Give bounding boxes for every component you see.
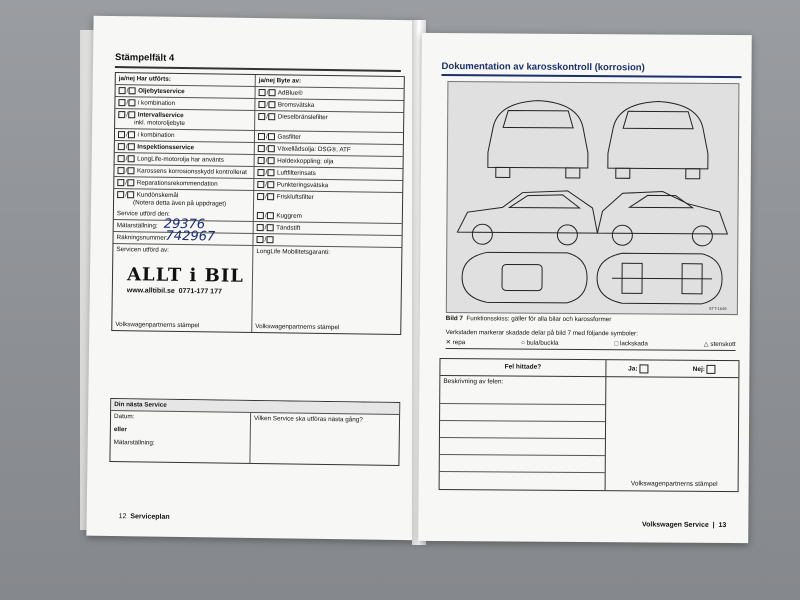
- mileage-label: Mätarställning:: [116, 221, 158, 230]
- legend-text: repa: [452, 339, 466, 347]
- replace-item-label: Luftfilterinsats: [276, 169, 316, 178]
- replace-item-label: Växellådsolja: DSG®, ATF: [277, 145, 351, 154]
- checkbox-icon[interactable]: [117, 167, 124, 174]
- replace-item-label: Dieselbränslefilter: [277, 113, 328, 122]
- dealer-website: www.alltibil.se: [126, 287, 175, 295]
- page-title: Stämpelfält 4: [114, 52, 175, 64]
- done-item-cell: / i kombination: [115, 97, 255, 110]
- checkbox-icon[interactable]: [268, 89, 275, 96]
- checkbox-icon[interactable]: [268, 101, 275, 108]
- checkbox-icon[interactable]: [257, 181, 264, 188]
- replace-item-label: AdBlue®: [277, 89, 303, 97]
- legend-symbol-icon: □: [614, 340, 619, 348]
- no-option: [693, 364, 717, 373]
- done-item-label: Karossens korrosionsskydd kontrollerat: [136, 167, 247, 177]
- done-item-label: Intervallservice: [137, 111, 184, 120]
- description-line[interactable]: [440, 421, 605, 439]
- left-page: [86, 16, 423, 541]
- checkbox-icon[interactable]: [266, 236, 273, 243]
- done-item-sublabel: inkl. motoroljebyte: [134, 118, 185, 127]
- legend-item: [704, 341, 736, 348]
- done-item-cell: / Reparationsrekommendation: [114, 177, 254, 190]
- replace-item-label: Gasfilter: [277, 132, 301, 141]
- replace-item-label: Haldexkoppling: olja: [277, 157, 334, 166]
- checkbox-icon[interactable]: [118, 131, 125, 138]
- done-item-label: i kombination: [137, 99, 176, 108]
- done-item-cell: / Oljebyteservice: [116, 85, 256, 98]
- checkbox-icon[interactable]: [119, 87, 126, 94]
- checkbox-icon[interactable]: [117, 179, 124, 186]
- checkbox-icon[interactable]: [127, 179, 134, 186]
- fault-header: [440, 359, 738, 378]
- checkbox-icon[interactable]: [117, 191, 124, 198]
- next-service-right: [250, 413, 399, 465]
- description-line[interactable]: [440, 387, 605, 405]
- title-rule: [441, 74, 741, 78]
- replace-item-cell: / Haldexkoppling: olja: [255, 155, 403, 168]
- checkbox-icon[interactable]: [266, 224, 273, 231]
- right-item-label: Kuggrem: [276, 212, 302, 220]
- figure-code: STT-1649: [708, 305, 727, 311]
- checkbox-icon[interactable]: [127, 167, 134, 174]
- page-title: Dokumentation av karosskontroll (korrosion): [441, 60, 645, 74]
- checkbox-icon[interactable]: [267, 181, 274, 188]
- col1-header: ja/nej Har utförts:: [116, 73, 256, 86]
- right-extra-cell: /: [253, 234, 401, 247]
- done-item-label: LongLife-motorolja har använts: [137, 155, 225, 164]
- done-item-label: Reparationsrekommendation: [136, 179, 218, 188]
- fault-options: [606, 360, 738, 377]
- next-service-row: [110, 411, 399, 465]
- fault-divider: [605, 376, 607, 490]
- checkbox-icon[interactable]: [258, 101, 265, 108]
- figure-caption-text: Funktionsskiss: gäller för alla bilar och karossformer: [466, 315, 612, 324]
- col2-header: ja/nej Byte av:: [258, 77, 302, 85]
- yes-label: Ja:: [628, 365, 638, 373]
- legend-symbol-icon: ○: [521, 339, 525, 347]
- checkbox-icon[interactable]: [257, 224, 264, 231]
- checkbox-icon[interactable]: [118, 155, 125, 162]
- replace-item-label: Punkteringsvätska: [276, 181, 329, 190]
- replace-item-label: Friskluftsfilter: [276, 193, 314, 202]
- checkbox-icon[interactable]: [257, 193, 264, 200]
- page-number: 13: [718, 521, 727, 529]
- figure-label: Bild 7: [445, 315, 463, 323]
- checkbox-icon[interactable]: [128, 131, 135, 138]
- legend-item: [614, 340, 648, 347]
- car-diagram: [446, 81, 740, 315]
- checkbox-icon[interactable]: [267, 169, 274, 176]
- checkbox-icon[interactable]: [127, 192, 134, 199]
- checkbox-icon[interactable]: [268, 145, 275, 152]
- legend-text: lackskada: [619, 340, 648, 348]
- yes-checkbox-icon[interactable]: [639, 364, 648, 373]
- description-line[interactable]: [440, 438, 605, 456]
- next-mileage-label: Mätarställning:: [113, 439, 155, 447]
- checkbox-icon[interactable]: [256, 236, 263, 243]
- figure-caption: [446, 315, 612, 323]
- done-item-cell: / Inspektionsservice: [115, 141, 255, 154]
- done-item-sublabel: (Notera detta även på uppdraget): [132, 198, 227, 208]
- done-item-label: i kombination: [137, 131, 175, 139]
- legend-item: [521, 340, 558, 347]
- partner-stamp-label: Volkswagenpartnerns stämpel: [630, 480, 718, 488]
- next-service-box: [109, 398, 400, 466]
- done-item-label: Kundönskemål: [136, 191, 179, 200]
- checkbox-icon[interactable]: [257, 169, 264, 176]
- checkbox-icon[interactable]: [128, 143, 135, 150]
- done-item-cell: / Intervallservice inkl. motoroljebyte: [115, 109, 255, 129]
- next-service-left: [110, 411, 251, 463]
- replace-item-label: Bromsvätska: [277, 101, 315, 110]
- right-extra-cell: / Tändstift: [254, 222, 402, 235]
- checkbox-icon[interactable]: [268, 133, 275, 140]
- replace-item-cell: / AdBlue®: [256, 87, 404, 100]
- done-item-cell: / Kundönskemål (Notera detta även på uppdraget): [114, 189, 254, 209]
- longlife-label: LongLife Mobilitetsgaranti:: [256, 248, 330, 257]
- done-item-cell: / i kombination: [115, 129, 255, 142]
- done-item-cell: / LongLife-motorolja har använts: [115, 153, 255, 166]
- legend-symbol-icon: △: [703, 340, 709, 348]
- description-line[interactable]: [440, 455, 605, 473]
- dealer-stamp: [127, 264, 244, 296]
- handwritten-invoice: 742967: [165, 228, 216, 245]
- replace-item-cell: / Friskluftsfilter: [254, 191, 402, 211]
- partner-stamp-label: Volkswagenpartnerns stämpel: [255, 323, 340, 332]
- fault-question: Fel hittade?: [440, 359, 606, 376]
- checkbox-icon[interactable]: [259, 89, 266, 96]
- checkbox-icon[interactable]: [128, 112, 135, 119]
- replace-item-cell: / Gasfilter: [255, 131, 403, 144]
- right-item-label: Tändstift: [276, 224, 301, 232]
- yes-option: [628, 364, 649, 373]
- handwritten-mileage: 29376: [163, 216, 206, 233]
- checkbox-icon[interactable]: [258, 145, 265, 152]
- partner-stamp-label: Volkswagenpartnerns stämpel: [115, 321, 200, 330]
- legend-item: [446, 339, 466, 346]
- checkbox-icon[interactable]: [258, 157, 265, 164]
- service-stamp-table: [111, 72, 405, 335]
- performed-by-cell: [112, 244, 253, 332]
- page-number: 12: [118, 513, 127, 521]
- checkbox-icon[interactable]: [118, 111, 125, 118]
- checkbox-icon[interactable]: [258, 133, 265, 140]
- replace-item-cell: / Punkteringsvätska: [254, 179, 402, 192]
- no-checkbox-icon[interactable]: [707, 364, 716, 373]
- right-extra-cell: / Kuggrem: [254, 210, 402, 223]
- done-item-label: Inspektionsservice: [137, 143, 195, 151]
- legend-symbol-icon: ✕: [445, 339, 451, 347]
- section-name: Serviceplan: [130, 513, 170, 521]
- done-item-cell: / Karossens korrosionsskydd kontrollerat: [114, 165, 254, 178]
- dealer-stamp-contact: [127, 287, 244, 296]
- service-date-label: Service utförd den:: [116, 209, 170, 218]
- legend-text: bula/buckla: [526, 339, 559, 347]
- replace-item-cell: / Luftfilterinsats: [254, 167, 402, 180]
- replace-item-cell: / Växellådsolja: DSG®, ATF: [255, 143, 403, 156]
- description-lines: [440, 387, 606, 473]
- checkbox-icon[interactable]: [267, 157, 274, 164]
- checkbox-icon[interactable]: [128, 87, 135, 94]
- instruction-text: Verkstaden markerar skadade delar på bild 7 med följande symboler:: [445, 329, 638, 338]
- fault-box: [439, 358, 740, 492]
- next-date-label: Datum:: [114, 413, 135, 421]
- right-page: [418, 33, 752, 543]
- checkbox-icon[interactable]: [267, 212, 274, 219]
- next-service-title: Din nästa Service: [111, 399, 399, 415]
- checkbox-icon[interactable]: [118, 99, 125, 106]
- legend-text: stenskott: [710, 340, 736, 349]
- description-line[interactable]: [440, 404, 605, 422]
- checkbox-icon[interactable]: [267, 194, 274, 201]
- no-label: Nej:: [692, 365, 705, 373]
- performed-by-label: Servicen utförd av:: [116, 246, 169, 254]
- checkbox-icon[interactable]: [258, 113, 265, 120]
- checkbox-icon[interactable]: [118, 143, 125, 150]
- car-outline-drawing: [447, 82, 739, 314]
- damage-legend: [446, 339, 736, 351]
- checkbox-icon[interactable]: [268, 114, 275, 121]
- next-or-label: eller: [113, 426, 127, 434]
- done-item-label: Oljebyteservice: [138, 87, 185, 96]
- dealer-stamp-name: ALLT i BIL: [126, 264, 245, 287]
- checkbox-icon[interactable]: [257, 212, 264, 219]
- description-label: Beskrivning av felen:: [443, 378, 504, 386]
- next-which-label: Vilken Service ska utföras nästa gång?: [253, 415, 363, 424]
- invoice-cell: [113, 228, 253, 245]
- stamp-row: [112, 244, 401, 334]
- page-footer: [119, 513, 170, 521]
- title-rule: [115, 66, 401, 72]
- invoice-label: Räkningsnummer:: [116, 233, 168, 242]
- page-footer: Volkswagen Service | 13: [641, 521, 727, 529]
- checkbox-icon[interactable]: [127, 155, 134, 162]
- brand-service: Volkswagen Service: [641, 521, 709, 529]
- longlife-cell: [252, 246, 401, 334]
- replace-item-cell: / Dieselbränslefilter: [255, 111, 403, 131]
- checkbox-icon[interactable]: [128, 99, 135, 106]
- dealer-phone: 0771-177 177: [178, 287, 222, 296]
- replace-item-cell: / Bromsvätska: [255, 99, 403, 112]
